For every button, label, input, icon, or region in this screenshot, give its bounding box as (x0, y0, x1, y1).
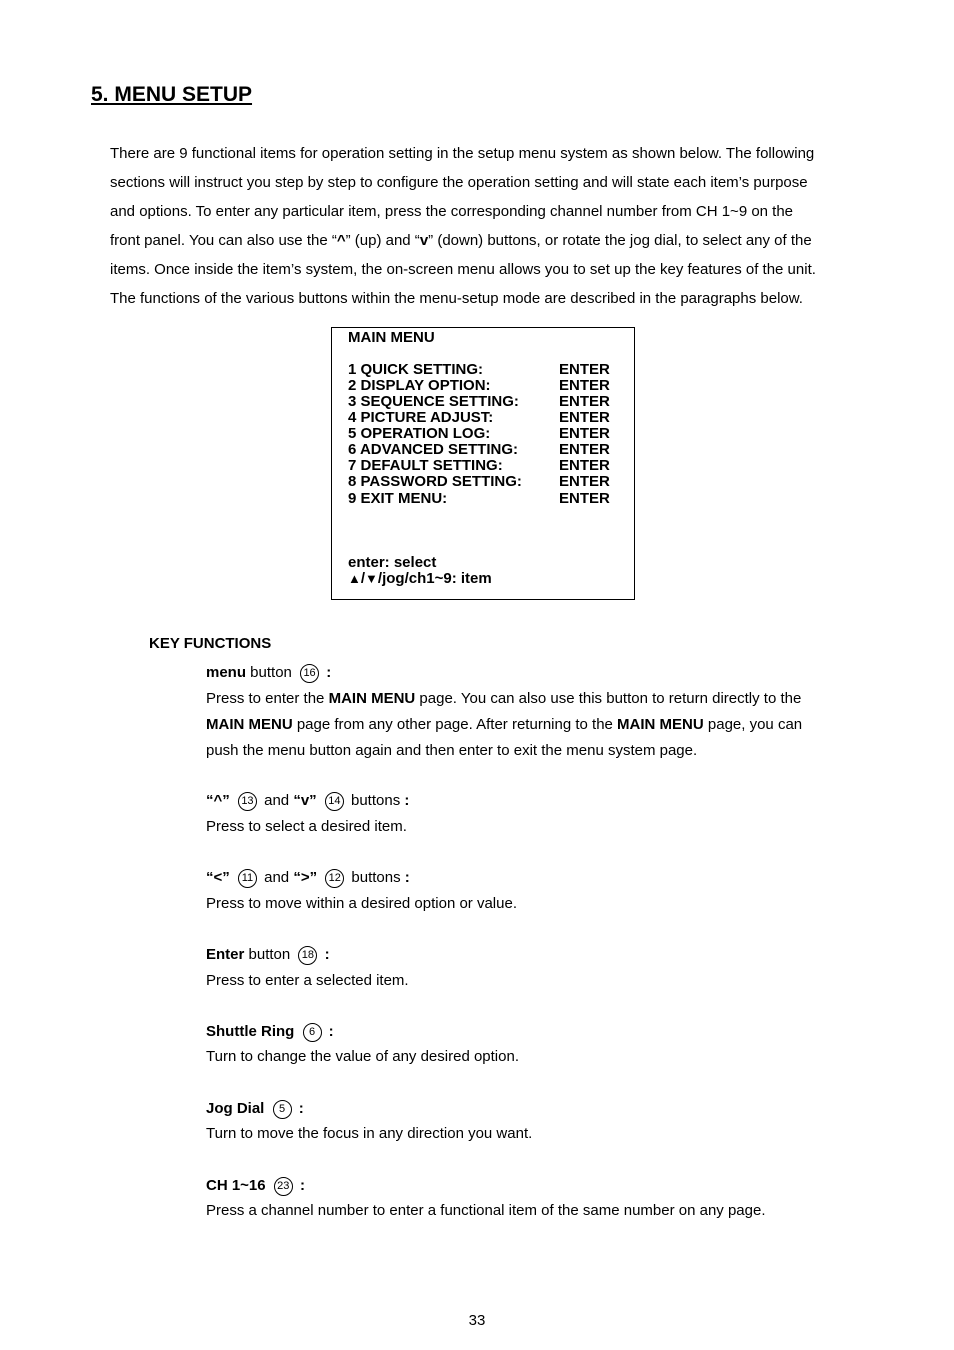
desc-text: page. You can also use this button to return directly to the (415, 690, 802, 707)
item-word: button (244, 946, 291, 963)
item-colon: : (298, 1100, 304, 1117)
item-name: “<” (206, 869, 230, 886)
updown-buttons-description: Press to select a desired item. (206, 818, 407, 835)
page-number: 33 (468, 1312, 486, 1329)
item-name: “>” (293, 869, 318, 886)
desc-text: page, you can (703, 716, 803, 733)
item-colon: : (299, 1177, 305, 1194)
intro-line: sections will instruct you step by step to configure the operation setting and will state each item’s purpose (110, 174, 808, 191)
up-triangle-icon: ▲ (348, 571, 361, 586)
jog-dial-description: Turn to move the focus in any direction you want. (206, 1125, 533, 1142)
channel-buttons-description: Press a channel number to enter a functional item of the same number on any page. (206, 1202, 766, 1219)
menu-item-value: ENTER (559, 490, 610, 507)
desc-text: Press to enter the (206, 690, 329, 707)
shuttle-ring-heading (206, 1023, 334, 1042)
circled-number-icon: 23 (274, 1177, 293, 1196)
intro-line: items. Once inside the item’s system, the on-screen menu allows you to set up the key features of the unit. (110, 261, 816, 278)
hint-text: /jog/ch1~9: item (377, 570, 492, 587)
up-symbol: ^ (336, 232, 346, 249)
intro-line: and options. To enter any particular item, press the corresponding channel number from CH 1~9 on the (110, 203, 794, 220)
main-menu-screen (331, 327, 635, 600)
item-word: and (259, 792, 294, 809)
item-name: Enter (206, 946, 245, 963)
item-word: and (259, 869, 294, 886)
menu-hint-select: enter: select (348, 554, 437, 571)
circled-number-icon: 11 (238, 869, 257, 888)
jog-dial-heading (206, 1100, 304, 1119)
item-name: menu (206, 664, 247, 681)
enter-button-heading (206, 946, 330, 965)
menu-hint-item (348, 571, 492, 587)
main-menu-heading: MAIN MENU (348, 329, 435, 346)
circled-number-icon: 16 (300, 664, 319, 683)
item-colon: : (404, 792, 410, 809)
circled-number-icon: 14 (325, 792, 344, 811)
menu-item-value: ENTER (559, 425, 610, 442)
item-colon: : (324, 946, 330, 963)
menu-item-value: ENTER (559, 377, 610, 394)
item-name: CH 1~16 (206, 1177, 266, 1194)
desc-line (206, 712, 802, 738)
desc-bold: MAIN MENU (328, 690, 416, 707)
item-name: Shuttle Ring (206, 1023, 295, 1040)
item-word: button (246, 664, 292, 681)
item-name: “^” (206, 792, 230, 809)
menu-item-label: 7 DEFAULT SETTING: (348, 457, 503, 474)
menu-item-value: ENTER (559, 393, 610, 410)
desc-bold: MAIN MENU (206, 716, 293, 733)
menu-item-label: 8 PASSWORD SETTING: (348, 473, 522, 490)
menu-item-value: ENTER (559, 409, 610, 426)
enter-button-description: Press to enter a selected item. (206, 972, 409, 989)
page-title: 5. MENU SETUP (91, 83, 253, 106)
leftright-buttons-description: Press to move within a desired option or value. (206, 895, 517, 912)
menu-item-value: ENTER (559, 361, 610, 378)
leftright-buttons-heading (206, 869, 410, 888)
desc-text: page from any other page. After returning to the (292, 716, 618, 733)
intro-line: The functions of the various buttons within the menu-setup mode are described in the paragraphs below. (110, 290, 803, 307)
intro-text: ” (down) buttons, or rotate the jog dial, to select any of the (428, 232, 812, 249)
down-symbol: v (419, 232, 429, 249)
key-functions-heading: KEY FUNCTIONS (149, 635, 272, 652)
circled-number-icon: 6 (303, 1023, 322, 1042)
shuttle-ring-description: Turn to change the value of any desired option. (206, 1048, 519, 1065)
menu-item-label: 1 QUICK SETTING: (348, 361, 484, 378)
menu-item-value: ENTER (559, 473, 610, 490)
menu-item-label: 6 ADVANCED SETTING: (348, 441, 519, 458)
item-colon: : (328, 1023, 334, 1040)
item-name: “v” (293, 792, 317, 809)
menu-item-label: 9 EXIT MENU: (348, 490, 448, 507)
item-word: buttons (346, 792, 405, 809)
menu-item-label: 4 PICTURE ADJUST: (348, 409, 494, 426)
circled-number-icon: 5 (273, 1100, 292, 1119)
menu-button-description (206, 686, 802, 764)
desc-line: push the menu button again and then enter to exit the menu system page. (206, 742, 698, 759)
menu-button-heading (206, 664, 331, 683)
hint-separator: / (360, 570, 366, 587)
item-colon: : (404, 869, 410, 886)
menu-item-label: 2 DISPLAY OPTION: (348, 377, 491, 394)
circled-number-icon: 18 (298, 946, 317, 965)
item-colon: : (326, 664, 332, 681)
intro-text: ” (up) and “ (345, 232, 420, 249)
intro-line: There are 9 functional items for operation setting in the setup menu system as shown below. The following (110, 145, 815, 162)
menu-item-label: 5 OPERATION LOG: (348, 425, 491, 442)
intro-line (110, 226, 870, 255)
item-word: buttons (347, 869, 405, 886)
menu-item-value: ENTER (559, 457, 610, 474)
channel-buttons-heading (206, 1177, 305, 1196)
menu-item-label: 3 SEQUENCE SETTING: (348, 393, 519, 410)
desc-bold: MAIN MENU (617, 716, 704, 733)
circled-number-icon: 13 (238, 792, 257, 811)
menu-item-value: ENTER (559, 441, 610, 458)
down-triangle-icon: ▼ (365, 571, 378, 586)
updown-buttons-heading (206, 792, 409, 811)
desc-line (206, 686, 802, 712)
item-name: Jog Dial (206, 1100, 265, 1117)
intro-text: front panel. You can also use the “ (110, 232, 337, 249)
intro-paragraph (110, 139, 870, 313)
circled-number-icon: 12 (325, 869, 344, 888)
